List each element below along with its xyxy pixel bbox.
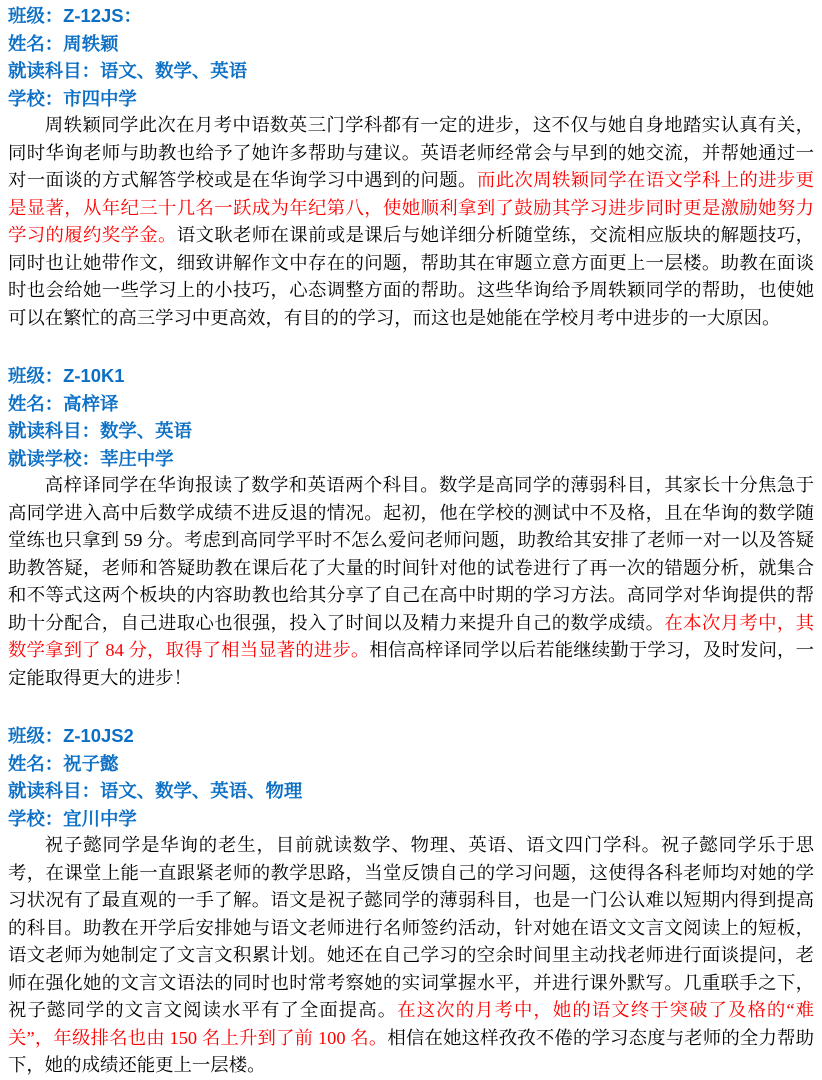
field-class-line: 班级：Z-10JS2 <box>8 725 134 746</box>
report-highlight-run: 在本次月考中，其数学拿到了 84 分，取得了相当显著的进步。 <box>8 612 814 660</box>
report-highlight-run: 在这次的月考中，她的语文终于突破了及格的“难关”，年级排名也由 150 名上升到了前 100 名。 <box>8 1000 814 1048</box>
field-subjects-line: 就读科目：数学、英语 <box>8 420 192 441</box>
report-paragraph <box>8 832 814 1080</box>
field-name-line: 姓名：周轶颖 <box>8 32 119 54</box>
field-subjects-line: 就读科目：语文、数学、英语、物理 <box>8 780 303 801</box>
field-subjects-line: 就读科目：语文、数学、英语 <box>8 60 248 81</box>
field-school-line: 学校：市四中学 <box>8 87 137 109</box>
field-class-line: 班级：Z-12JS： <box>8 5 142 26</box>
report-paragraph <box>8 112 814 332</box>
field-name-line: 姓名：祝子懿 <box>8 752 119 774</box>
student-report-section <box>8 722 814 1080</box>
report-text-run: 高梓译同学在华询报读了数学和英语两个科目。数学是高同学的薄弱科目，其家长十分焦急于高同学进入高中后数学成绩不进反退的情况。起初，他在学校的测试中不及格，且在华询的数学随堂练也只拿到 59 分。考虑到高同学平时不怎么爱问老师问题，助教给其安排了老师一对一以及答疑助教答疑，老师和答疑助教在课后花了大量的时间针对他的试卷进行了再一次的错题分析，就集合和不等式这两个板块的内容助教也给其分享了自己在高中时期的学习方法。高同学对华询提供的帮助十分配合，自己进取心也很强，投入了时间以及精力来提升自己的数学成绩。 <box>8 475 814 633</box>
report-text-run: 周轶颖同学此次在月考中语数英三门学科都有一定的进步，这不仅与她自身地踏实认真有关，同时华询老师与助教也给予了她许多帮助与建议。英语老师经常会与早到的她交流，并帮她通过一对一面谈的方式解答学校或是在华询学习中遇到的问题。 <box>8 115 814 190</box>
report-paragraph <box>8 472 814 692</box>
report-text-run: 相信高梓译同学以后若能继续勤于学习，及时发问，一定能取得更大的进步！ <box>8 640 814 688</box>
student-report-section <box>8 2 814 332</box>
report-text-run: 祝子懿同学是华询的老生，目前就读数学、物理、英语、语文四门学科。祝子懿同学乐于思考，在课堂上能一直跟紧老师的教学思路，当堂反馈自己的学习问题，这使得各科老师均对她的学习状况有了最直观的一手了解。语文是祝子懿同学的薄弱科目，也是一门公认难以短期内得到提高的科目。助教在开学后安排她与语文老师进行名师签约活动，针对她在语文文言文阅读上的短板，语文老师为她制定了文言文积累计划。她还在自己学习的空余时间里主动找老师进行面谈提问，老师在强化她的文言文语法的同时也时常考察她的实词掌握水平，并进行课外默写。几重联手之下，祝子懿同学的文言文阅读水平有了全面提高。 <box>8 835 814 1020</box>
field-class-line: 班级：Z-10K1 <box>8 365 125 386</box>
student-report-section <box>8 362 814 692</box>
report-text-run: 相信在她这样孜孜不倦的学习态度与老师的全力帮助下，她的成绩还能更上一层楼。 <box>8 1027 814 1075</box>
report-highlight-run: 而此次周轶颖同学在语文学科上的进步更是显著，从年纪三十几名一跃成为年纪第八，使她顺利拿到了鼓励其学习进步同时更是激励她努力学习的履约奖学金。 <box>8 170 814 245</box>
field-school-line: 就读学校：莘庄中学 <box>8 447 174 469</box>
field-name-line: 姓名：高梓译 <box>8 392 119 414</box>
field-school-line: 学校：宜川中学 <box>8 807 137 829</box>
report-text-run: 语文耿老师在课前或是课后与她详细分析随堂练，交流相应版块的解题技巧，同时也让她带作文，细致讲解作文中存在的问题，帮助其在审题立意方面更上一层楼。助教在面谈时也会给她一些学习上的小技巧，心态调整方面的帮助。这些华询给予周轶颖同学的帮助，也使她可以在繁忙的高三学习中更高效，有目的的学习，而这也是她能在学校月考中进步的一大原因。 <box>8 225 814 328</box>
